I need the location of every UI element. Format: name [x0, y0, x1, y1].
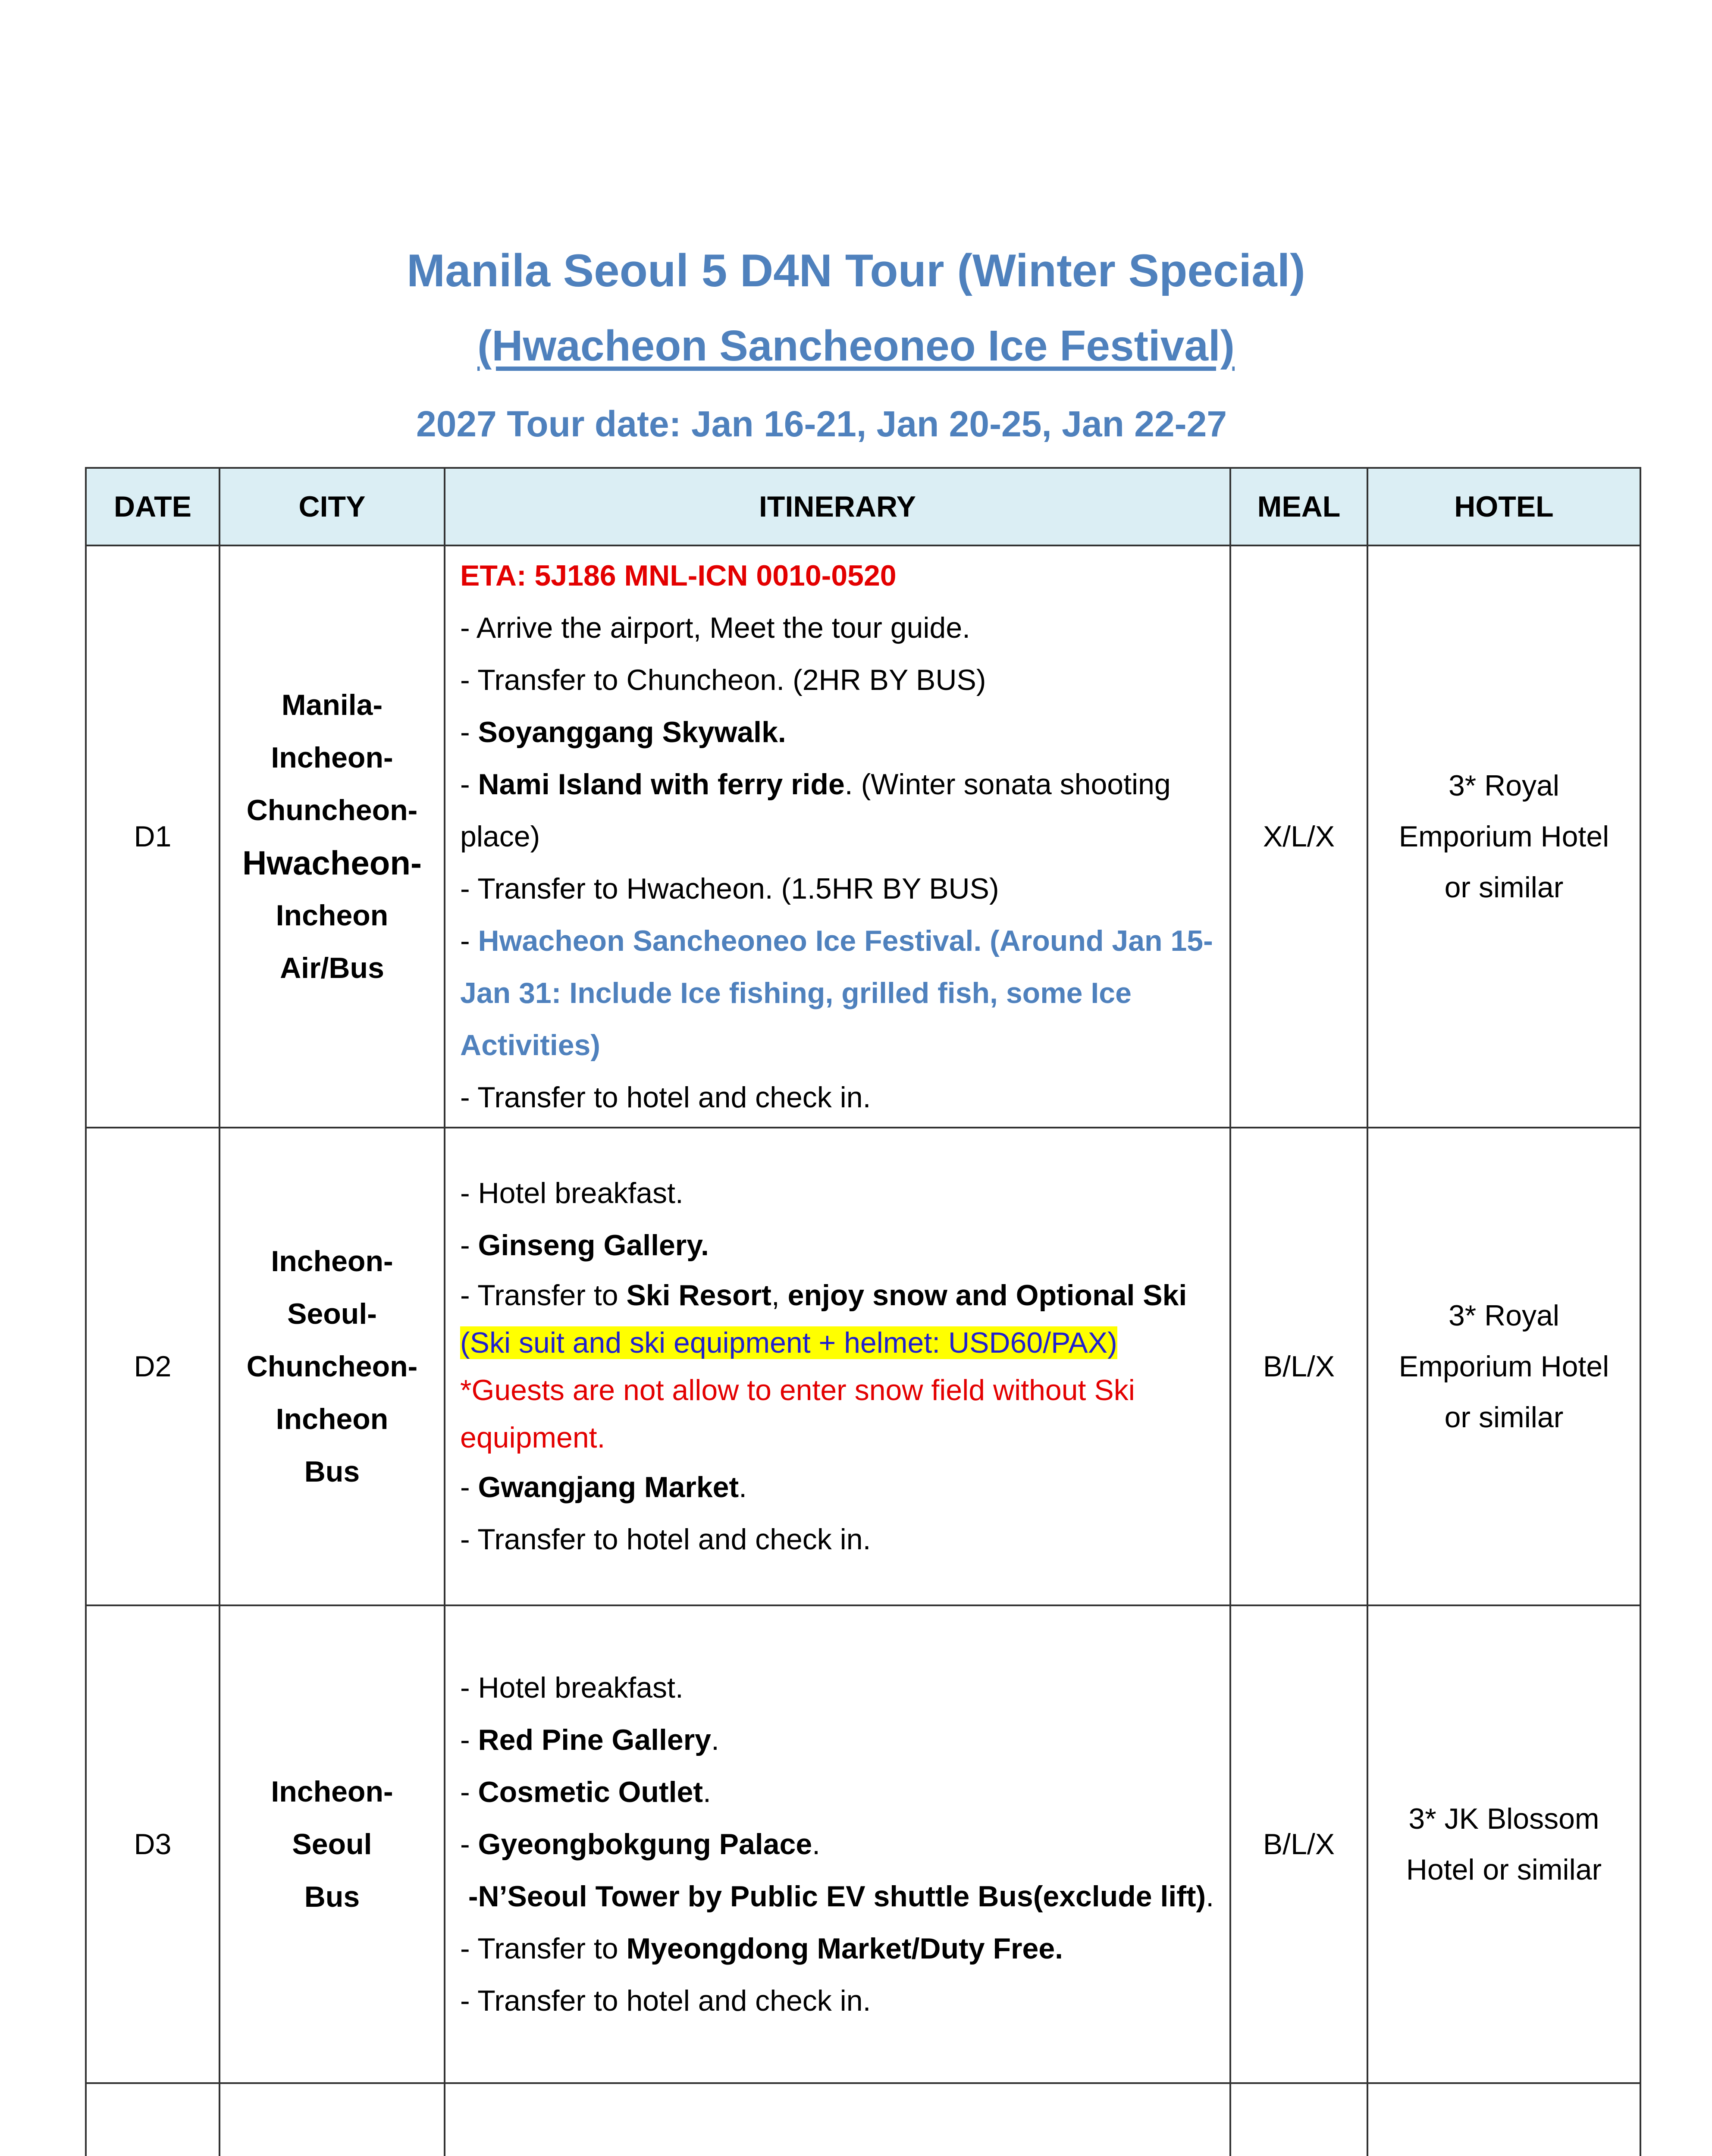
header-date: DATE: [86, 468, 219, 545]
table-row: [86, 1605, 1640, 2083]
hotel-line: 3* Royal: [1448, 1299, 1560, 1332]
date-cell: D3: [86, 1605, 219, 2083]
itinerary-text: - Transfer to: [460, 1279, 627, 1312]
city-cell: [219, 2083, 445, 2156]
date-cell: [86, 2083, 219, 2156]
punctuation: .: [711, 1723, 719, 1756]
header-city: CITY: [219, 468, 445, 545]
itinerary-line: - Transfer to hotel and check in.: [460, 1081, 871, 1114]
meal-cell: B/L/X: [1230, 1605, 1367, 2083]
punctuation: .: [702, 1775, 711, 1808]
ski-price-note: (Ski suit and ski equipment + helmet: USD60/PAX): [460, 1326, 1117, 1359]
date-cell: D1: [86, 545, 219, 1128]
itinerary-line: [460, 1871, 1226, 1923]
itinerary-line: [460, 1319, 1226, 1366]
attraction: Gyeongbokgung Palace: [478, 1827, 812, 1861]
festival-note: Hwacheon Sancheoneo Ice Festival. (Around Jan 15-Jan 31: Include Ice fishing, grilled fish, some Ice Activities): [460, 924, 1213, 1062]
itinerary-table: [85, 467, 1641, 2156]
itinerary-line: [460, 1766, 1226, 1818]
table-row: [86, 1128, 1640, 1605]
city-line: Incheon-: [271, 741, 393, 774]
city-line: Incheon-: [271, 1775, 393, 1808]
bullet: -: [460, 1827, 478, 1861]
hotel-cell: [1367, 545, 1640, 1128]
itinerary-line: - Hotel breakfast.: [460, 1671, 684, 1704]
itinerary-cell: [445, 1128, 1230, 1605]
city-cell: [219, 1605, 445, 2083]
itinerary-line: - Hotel breakfast.: [460, 1177, 684, 1210]
bullet: -: [460, 1229, 478, 1262]
city-line: Seoul-: [287, 1297, 377, 1330]
itinerary-line: [460, 915, 1226, 1072]
city-line: Bus: [304, 1455, 360, 1488]
table-row: [86, 2083, 1640, 2156]
itinerary-note: . (Winter sonata shooting place): [460, 768, 1171, 853]
table-row: [86, 545, 1640, 1128]
flight-eta: ETA: 5J186 MNL-ICN 0010-0520: [460, 559, 897, 592]
attraction: Cosmetic Outlet: [478, 1775, 703, 1808]
hotel-cell: [1367, 1605, 1640, 2083]
header-hotel: HOTEL: [1367, 468, 1640, 545]
attraction: Red Pine Gallery: [478, 1723, 711, 1756]
punctuation: .: [739, 1471, 747, 1504]
city-line: Chuncheon-: [246, 794, 418, 827]
city-line: Hwacheon-: [242, 844, 422, 882]
itinerary-line: [460, 1818, 1226, 1871]
itinerary-line: [460, 1461, 1226, 1514]
attraction: Ginseng Gallery.: [478, 1229, 709, 1262]
city-line: Air/Bus: [280, 952, 384, 984]
main-title: Manila Seoul 5 D4N Tour (Winter Special): [407, 244, 1305, 296]
itinerary-text: - Transfer to: [460, 1932, 627, 1965]
itinerary-line: [460, 1272, 1226, 1319]
header-row: [86, 468, 1640, 545]
itinerary-line: - Transfer to Chuncheon. (2HR BY BUS): [460, 663, 986, 696]
meal-cell: X/L/X: [1230, 545, 1367, 1128]
itinerary-line: [460, 1714, 1226, 1766]
bullet: -: [460, 1471, 478, 1504]
city-line: Incheon-: [271, 1245, 393, 1278]
punctuation: .: [812, 1827, 821, 1861]
city-line: Seoul: [292, 1828, 372, 1861]
hotel-line: 3* Royal: [1448, 769, 1560, 802]
itinerary-line: [460, 1923, 1226, 1975]
date-cell: D2: [86, 1128, 219, 1605]
punctuation: .: [1206, 1880, 1214, 1913]
tour-dates: 2027 Tour date: Jan 16-21, Jan 20-25, Jan 22-27: [416, 404, 1227, 444]
header-itinerary: ITINERARY: [445, 468, 1230, 545]
attraction: Ski Resort: [626, 1279, 771, 1312]
bullet: -: [460, 1723, 478, 1756]
hotel-line: Emporium Hotel: [1398, 820, 1609, 853]
itinerary-line: - Transfer to hotel and check in.: [460, 1523, 871, 1556]
hotel-cell: [1367, 1128, 1640, 1605]
ski-warning: *Guests are not allow to enter snow field without Ski equipment.: [460, 1374, 1135, 1454]
itinerary-line: - Transfer to hotel and check in.: [460, 1984, 871, 2017]
meal-cell: [1230, 2083, 1367, 2156]
itinerary-line: - Arrive the airport, Meet the tour guide.: [460, 611, 971, 644]
bullet: -: [460, 715, 478, 749]
city-line: Chuncheon-: [246, 1350, 418, 1383]
header-meal: MEAL: [1230, 468, 1367, 545]
itinerary-line: [460, 758, 1226, 863]
city-line: Incheon: [276, 899, 389, 932]
hotel-line: 3* JK Blossom: [1408, 1802, 1599, 1835]
city-line: Incheon: [276, 1403, 389, 1435]
itinerary-cell: [445, 2083, 1230, 2156]
itinerary-cell: [445, 1605, 1230, 2083]
bullet: -: [460, 924, 478, 957]
hotel-line: Emporium Hotel: [1398, 1350, 1609, 1383]
city-cell: [219, 1128, 445, 1605]
attraction: Gwangjang Market: [478, 1471, 739, 1504]
itinerary-line: - Transfer to Hwacheon. (1.5HR BY BUS): [460, 872, 999, 905]
hotel-line: or similar: [1444, 1401, 1564, 1434]
city-line: Bus: [304, 1880, 360, 1913]
hotel-line: Hotel or similar: [1406, 1853, 1602, 1886]
itinerary-line: [460, 1219, 1226, 1272]
hotel-line: or similar: [1444, 871, 1564, 904]
hotel-cell: [1367, 2083, 1640, 2156]
itinerary-line: [460, 706, 1226, 758]
attraction: -N’Seoul Tower by Public EV shuttle Bus(exclude lift): [460, 1880, 1206, 1913]
meal-cell: B/L/X: [1230, 1128, 1367, 1605]
attraction: Soyanggang Skywalk.: [478, 715, 786, 749]
separator: ,: [771, 1279, 788, 1312]
subtitle: (Hwacheon Sancheoneo Ice Festival): [477, 322, 1235, 370]
attraction: enjoy snow and Optional Ski: [787, 1279, 1187, 1312]
city-line: Manila-: [281, 689, 383, 721]
city-cell: [219, 545, 445, 1128]
attraction: Nami Island with ferry ride: [478, 768, 845, 801]
bullet: -: [460, 1775, 478, 1808]
attraction: Myeongdong Market/Duty Free.: [626, 1932, 1063, 1965]
bullet: -: [460, 768, 478, 801]
itinerary-cell: [445, 545, 1230, 1128]
